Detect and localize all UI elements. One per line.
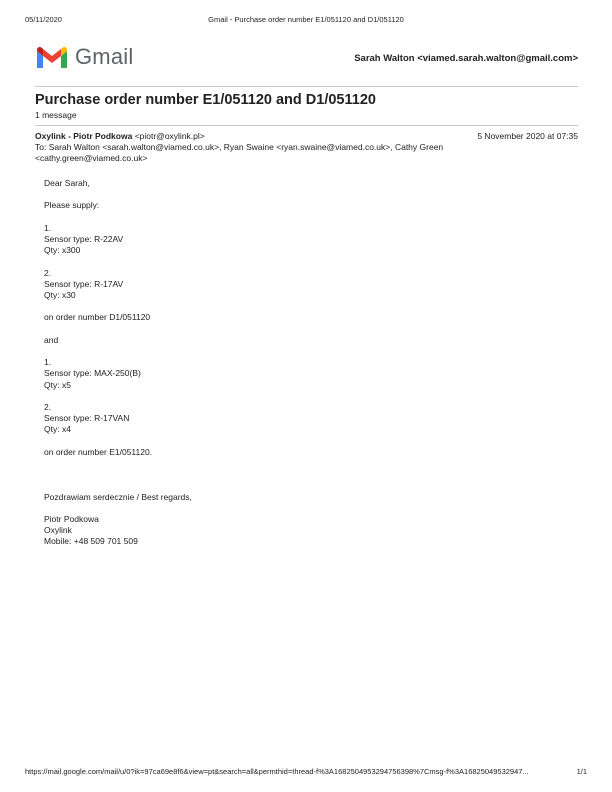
message-body: [44, 178, 564, 548]
body-line: [44, 480, 564, 491]
sender: [35, 131, 205, 141]
body-line: Qty: x30: [44, 289, 76, 300]
print-footer-page: 1/1: [576, 767, 587, 776]
body-line: Sensor type: R-17AV: [44, 278, 124, 289]
message-date: 5 November 2020 at 07:35: [477, 131, 578, 141]
body-line: Pozdrawiam serdecznie / Best regards,: [44, 491, 192, 502]
print-footer-url: https://mail.google.com/mail/u/0?ik=97ca69e8f6&view=pt&search=all&permthid=thread-f%3A1682504953294756398%7Cmsg-f%3A16825049532947...: [25, 767, 529, 776]
body-line: [44, 256, 564, 267]
body-line: on order number D1/051120: [44, 312, 151, 323]
body-line: Oxylink: [44, 525, 72, 536]
body-line: Please supply:: [44, 200, 100, 211]
body-line: on order number E1/051120.: [44, 446, 153, 457]
body-line: Qty: x300: [44, 245, 81, 256]
body-line: 1.: [44, 357, 52, 368]
body-line: 1.: [44, 222, 52, 233]
body-line: [44, 503, 564, 514]
body-line: Piotr Podkowa: [44, 513, 99, 524]
sender-name: Oxylink - Piotr Podkowa: [35, 131, 133, 141]
message-count: 1 message: [35, 110, 77, 120]
body-line: Sensor type: R-22AV: [44, 233, 124, 244]
body-line: [44, 189, 564, 200]
body-line: [44, 324, 564, 335]
body-line: [44, 391, 564, 402]
recipients: To: Sarah Walton <sarah.walton@viamed.co.uk>, Ryan Swaine <ryan.swaine@viamed.co.uk>, Cathy Green <cathy.green@viamed.co.uk>: [35, 142, 444, 163]
body-line: 2.: [44, 267, 52, 278]
print-header-title: Gmail - Purchase order number E1/051120 and D1/051120: [208, 15, 404, 24]
body-line: Sensor type: R-17VAN: [44, 413, 130, 424]
body-line: Qty: x5: [44, 379, 71, 390]
body-line: [44, 436, 564, 447]
body-line: Mobile: +48 509 701 509: [44, 536, 138, 547]
print-header-date: 05/11/2020: [25, 15, 62, 24]
body-line: [44, 301, 564, 312]
body-line: Dear Sarah,: [44, 178, 90, 188]
gmail-m-icon: [35, 45, 69, 70]
thread-subject: Purchase order number E1/051120 and D1/051120: [35, 92, 376, 108]
body-line: [44, 212, 564, 223]
account-identity: Sarah Walton <viamed.sarah.walton@gmail.com>: [354, 53, 578, 64]
body-line: [44, 469, 564, 480]
body-line: 2.: [44, 401, 52, 412]
body-line: Sensor type: MAX-250(B): [44, 368, 141, 379]
body-line: and: [44, 334, 59, 345]
gmail-logo-text: Gmail: [75, 44, 134, 69]
header-divider: [35, 86, 578, 87]
body-line: Qty: x4: [44, 424, 71, 435]
body-line: [44, 346, 564, 357]
body-line: [44, 458, 564, 469]
message-divider: [35, 125, 578, 126]
gmail-logo[interactable]: [35, 44, 133, 70]
sender-email[interactable]: <piotr@oxylink.pl>: [134, 131, 205, 141]
